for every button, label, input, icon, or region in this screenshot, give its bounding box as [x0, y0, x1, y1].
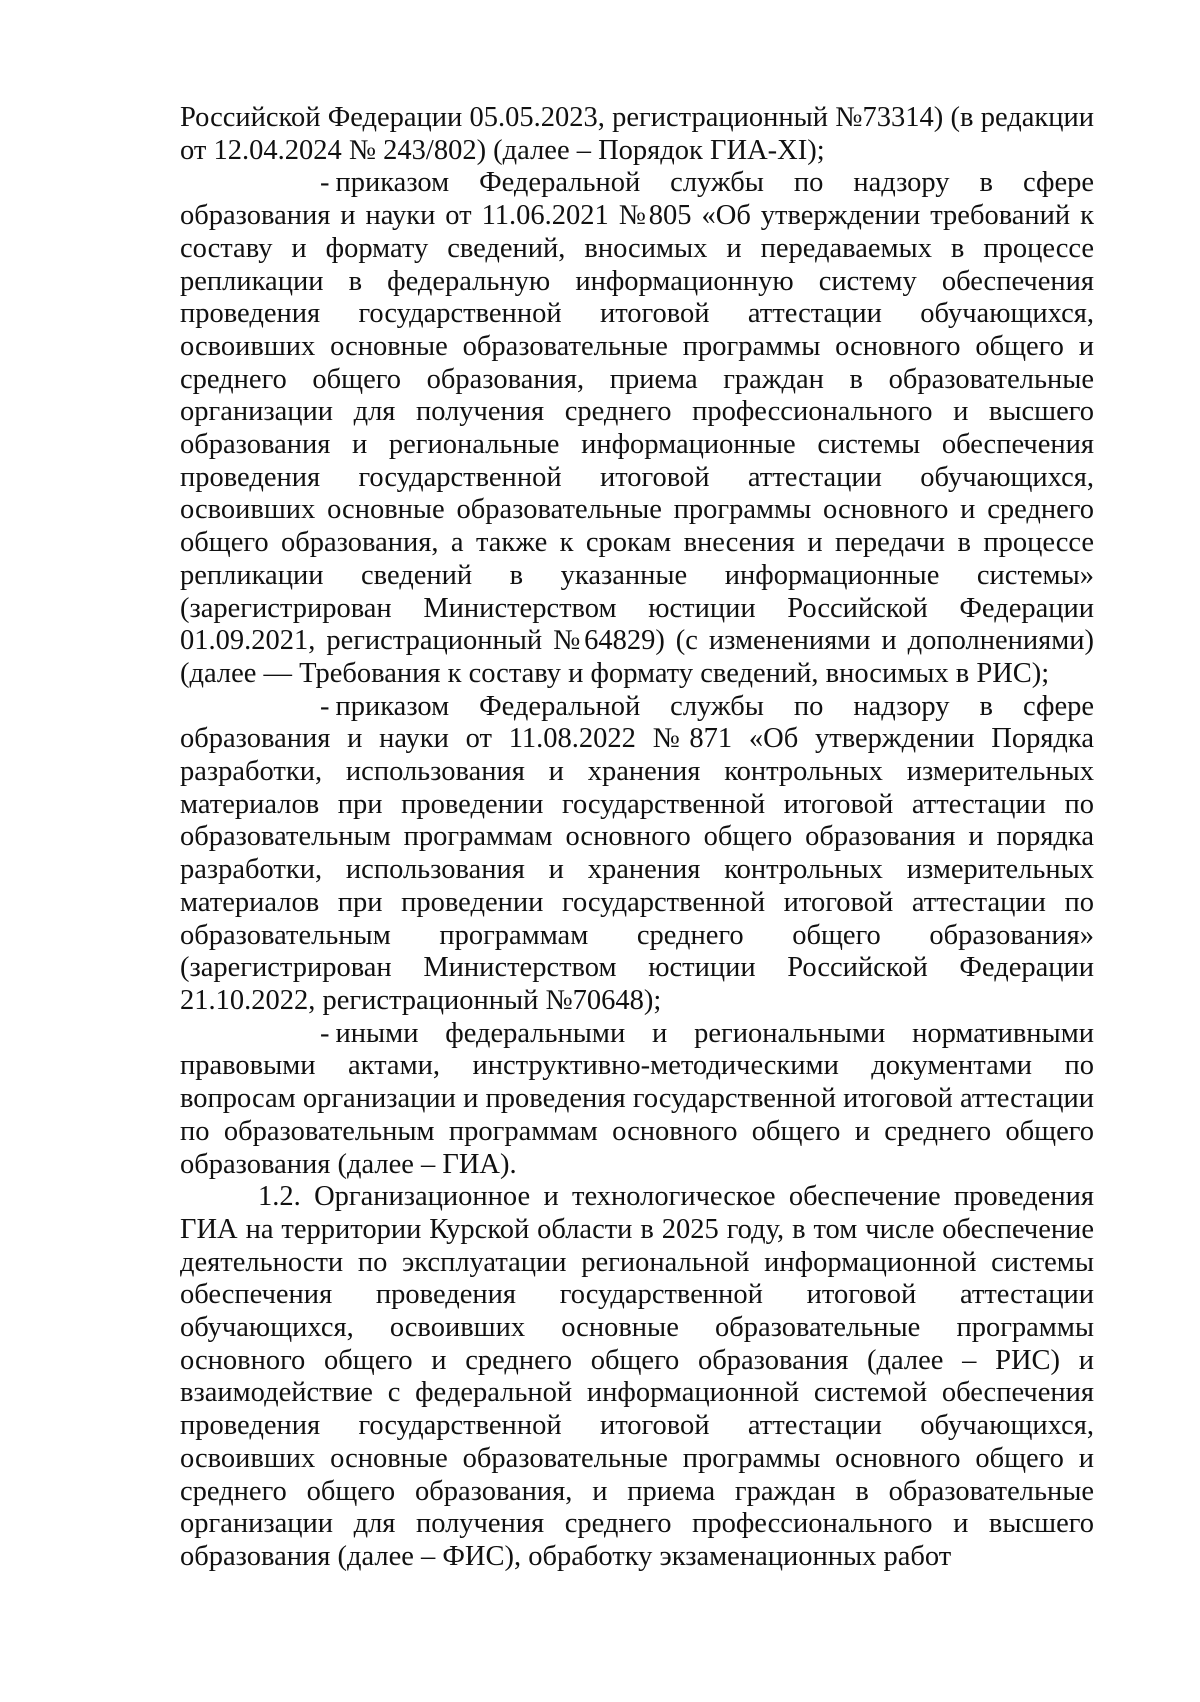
- dash-marker: -: [320, 167, 330, 199]
- list-item-order-871: [180, 691, 1094, 1018]
- dash-marker: -: [320, 690, 330, 722]
- paragraph-text: Российской Федерации 05.05.2023, регистрационный №73314) (в редакции от 12.04.2024 № 243/802) (далее – Порядок ГИА-XI);: [180, 102, 1094, 166]
- paragraph-text: приказом Федеральной службы по надзору в сфере образования и науки от 11.06.2021 №805 «Об утверждении требований к составу и формату сведений, вносимых и передаваемых в процессе репликации в федеральную информационную систему обеспечения проведения государственной итоговой аттестации обучающихся, освоивших основные образовательные программы основного общего и среднего общего образования, приема граждан в образовательные организации для получения среднего профессионального и высшего образования и региональные информационные системы обеспечения проведения государственной итоговой аттестации обучающихся, освоивших основные образовательные программы основного и среднего общего образования, а также к срокам внесения и передачи в процессе репликации сведений в указанные информационные системы» (зарегистрирован Министерством юстиции Российской Федерации 01.09.2021, регистрационный №64829) (с изменениями и дополнениями) (далее — Требования к составу и формату сведений, вносимых в РИС);: [180, 167, 1094, 689]
- paragraph-text: 1.2. Организационное и технологическое обеспечение проведения ГИА на территории Курской области в 2025 году, в том числе обеспечение деятельности по эксплуатации региональной информационной системы обеспечения проведения государственной итоговой аттестации обучающихся, освоивших основные образовательные программы основного общего и среднего общего образования (далее – РИС) и взаимодействие с федеральной информационной системой обеспечения проведения государственной итоговой аттестации обучающихся, освоивших основные образовательные программы основного общего и среднего общего образования, и приема граждан в образовательные организации для получения среднего профессионального и высшего образования (далее – ФИС), обработку экзаменационных работ: [180, 1181, 1094, 1572]
- paragraph-continuation: [180, 102, 1094, 167]
- dash-marker: -: [320, 1017, 330, 1049]
- list-item-order-805: [180, 167, 1094, 690]
- paragraph-text: приказом Федеральной службы по надзору в сфере образования и науки от 11.08.2022 №871 «Об утверждении Порядка разработки, использования и хранения контрольных измерительных материалов при проведении государственной итоговой аттестации по образовательным программам основного общего образования и порядка разработки, использования и хранения контрольных измерительных материалов при проведении государственной итоговой аттестации по образовательным программам среднего общего образования» (зарегистрирован Министерством юстиции Российской Федерации 21.10.2022, регистрационный №70648);: [180, 690, 1094, 1016]
- paragraph-text: иными федеральными и региональными нормативными правовыми актами, инструктивно-методическими документами по вопросам организации и проведения государственной итоговой аттестации по образовательным программам основного общего и среднего общего образования (далее – ГИА).: [180, 1017, 1094, 1180]
- list-item-other-acts: [180, 1018, 1094, 1182]
- document-body: [180, 102, 1094, 1574]
- section-1-2: [180, 1181, 1094, 1573]
